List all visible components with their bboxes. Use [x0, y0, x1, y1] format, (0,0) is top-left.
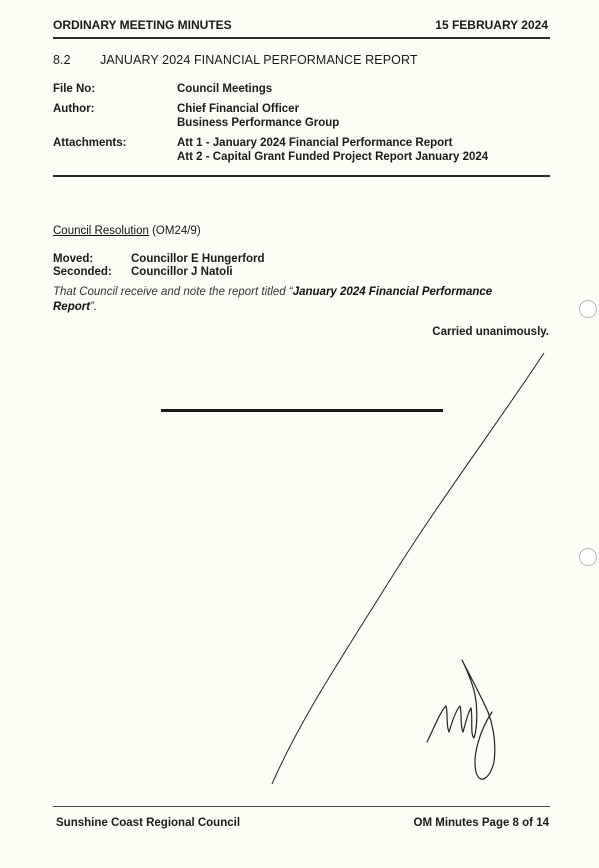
- author-label: Author:: [53, 103, 95, 115]
- footer-page-number: OM Minutes Page 8 of 14: [413, 817, 549, 829]
- author-value-2: Business Performance Group: [177, 117, 340, 129]
- seconded-label: Seconded:: [53, 266, 112, 278]
- motion-report-title: January 2024 Financial Performance Report: [53, 286, 493, 313]
- resolution-title: Council Resolution: [53, 225, 149, 237]
- moved-value: Councillor E Hungerford: [131, 253, 265, 265]
- resolution-ref: (OM24/9): [152, 225, 201, 237]
- moved-label: Moved:: [53, 253, 94, 265]
- item-number: 8.2: [53, 53, 71, 67]
- motion-prefix: That Council receive and note the report titled “: [53, 286, 293, 298]
- motion-suffix: ”.: [90, 301, 98, 313]
- item-title: JANUARY 2024 FINANCIAL PERFORMANCE REPORT: [100, 53, 418, 67]
- attachment-1: Att 1 - January 2024 Financial Performance Report: [177, 137, 453, 149]
- attachments-label: Attachments:: [53, 137, 127, 149]
- handwritten-signature: [427, 660, 495, 779]
- seconded-value: Councillor J Natoli: [131, 266, 233, 278]
- footer-council-name: Sunshine Coast Regional Council: [56, 817, 241, 829]
- header-title: ORDINARY MEETING MINUTES: [53, 18, 232, 32]
- strike-through-line: [272, 353, 544, 784]
- author-value-1: Chief Financial Officer: [177, 103, 300, 115]
- file-no-value: Council Meetings: [177, 83, 273, 95]
- attachment-2: Att 2 - Capital Grant Funded Project Report January 2024: [177, 151, 489, 163]
- carried-status: Carried unanimously.: [432, 326, 549, 338]
- footer-rule: [53, 806, 550, 807]
- header-date: 15 FEBRUARY 2024: [435, 18, 548, 32]
- file-no-label: File No:: [53, 83, 96, 95]
